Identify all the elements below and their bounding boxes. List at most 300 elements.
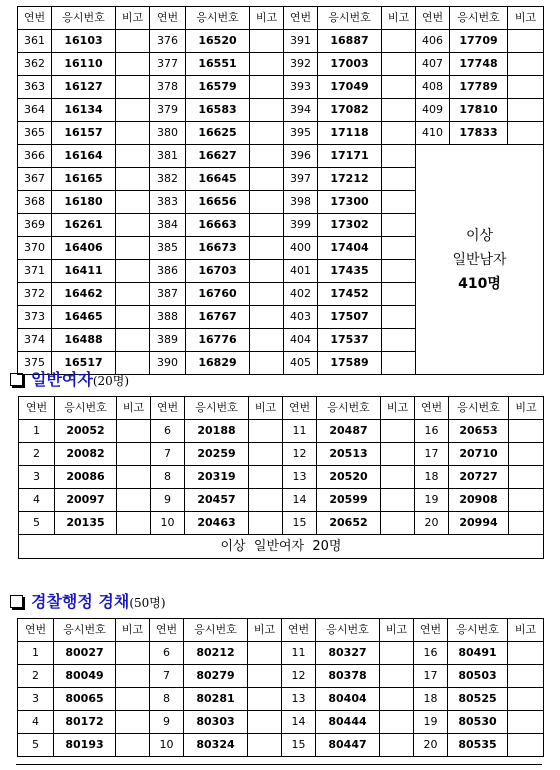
exam-number-cell: 17833	[450, 122, 508, 145]
exam-number-cell: 20653	[449, 420, 509, 443]
exam-number-cell: 17300	[318, 191, 382, 214]
seq-cell: 380	[150, 122, 186, 145]
seq-cell: 15	[283, 512, 317, 535]
remarks-cell	[116, 99, 150, 122]
exam-number-cell: 16462	[52, 283, 116, 306]
seq-cell: 392	[284, 53, 318, 76]
header-row	[19, 397, 544, 420]
seq-cell: 5	[18, 734, 54, 757]
exam-number-cell: 17049	[318, 76, 382, 99]
exam-number-cell: 80193	[54, 734, 116, 757]
remarks-cell	[248, 734, 282, 757]
header-seq: 연번	[416, 7, 450, 30]
remarks-cell	[381, 466, 415, 489]
general-male-table	[17, 6, 544, 375]
seq-cell: 391	[284, 30, 318, 53]
seq-cell: 397	[284, 168, 318, 191]
exam-number-cell: 20908	[449, 489, 509, 512]
header-seq: 연번	[151, 397, 185, 420]
header-exam-number: 응시번호	[52, 7, 116, 30]
section-title: 일반여자	[31, 370, 93, 389]
seq-cell: 5	[19, 512, 55, 535]
header-exam-number: 응시번호	[186, 7, 250, 30]
remarks-cell	[117, 489, 151, 512]
seq-cell: 389	[150, 329, 186, 352]
table-row	[18, 145, 544, 168]
remarks-cell	[117, 443, 151, 466]
seq-cell: 12	[283, 443, 317, 466]
seq-cell: 19	[414, 711, 448, 734]
exam-number-cell: 17709	[450, 30, 508, 53]
exam-number-cell: 80281	[184, 688, 248, 711]
remarks-cell	[508, 53, 544, 76]
exam-number-cell: 17435	[318, 260, 382, 283]
seq-cell: 409	[416, 99, 450, 122]
exam-number-cell: 17748	[450, 53, 508, 76]
remarks-cell	[249, 466, 283, 489]
exam-number-cell: 16776	[186, 329, 250, 352]
header-exam-number: 응시번호	[317, 397, 381, 420]
seq-cell: 7	[151, 443, 185, 466]
remarks-cell	[382, 260, 416, 283]
header-row	[18, 7, 544, 30]
table-row	[18, 76, 544, 99]
remarks-cell	[381, 420, 415, 443]
remarks-cell	[382, 352, 416, 375]
remarks-cell	[116, 734, 150, 757]
exam-number-cell: 16829	[186, 352, 250, 375]
seq-cell: 3	[19, 466, 55, 489]
exam-number-cell: 80065	[54, 688, 116, 711]
header-remarks: 비고	[116, 7, 150, 30]
exam-number-cell: 16663	[186, 214, 250, 237]
seq-cell: 4	[18, 711, 54, 734]
seq-cell: 365	[18, 122, 52, 145]
summary-cell	[416, 145, 544, 375]
remarks-cell	[249, 512, 283, 535]
remarks-cell	[116, 329, 150, 352]
exam-number-cell: 80172	[54, 711, 116, 734]
seq-cell: 14	[283, 489, 317, 512]
exam-number-cell: 20457	[185, 489, 249, 512]
remarks-cell	[116, 665, 150, 688]
section-count: (20명)	[92, 374, 130, 388]
remarks-cell	[382, 99, 416, 122]
header-seq: 연번	[284, 7, 318, 30]
seq-cell: 381	[150, 145, 186, 168]
remarks-cell	[250, 329, 284, 352]
table-row	[18, 642, 544, 665]
header-seq: 연번	[415, 397, 449, 420]
remarks-cell	[382, 306, 416, 329]
remarks-cell	[116, 237, 150, 260]
exam-number-cell: 20599	[317, 489, 381, 512]
exam-number-cell: 16673	[186, 237, 250, 260]
seq-cell: 363	[18, 76, 52, 99]
remarks-cell	[382, 30, 416, 53]
exam-number-cell: 16465	[52, 306, 116, 329]
exam-number-cell: 80027	[54, 642, 116, 665]
exam-number-cell: 80279	[184, 665, 248, 688]
exam-number-cell: 16180	[52, 191, 116, 214]
remarks-cell	[250, 30, 284, 53]
seq-cell: 8	[151, 466, 185, 489]
seq-cell: 7	[150, 665, 184, 688]
remarks-cell	[250, 352, 284, 375]
exam-number-cell: 80535	[448, 734, 508, 757]
remarks-cell	[382, 122, 416, 145]
remarks-cell	[382, 76, 416, 99]
seq-cell: 11	[282, 642, 316, 665]
exam-number-cell: 16645	[186, 168, 250, 191]
summary-line: 410명	[458, 275, 501, 292]
exam-number-cell: 80525	[448, 688, 508, 711]
header-row	[18, 619, 544, 642]
exam-number-cell: 16760	[186, 283, 250, 306]
section-heading-police-admin	[10, 589, 166, 612]
seq-cell: 10	[150, 734, 184, 757]
remarks-cell	[250, 214, 284, 237]
table-row	[18, 711, 544, 734]
header-exam-number: 응시번호	[318, 7, 382, 30]
general-female-table	[18, 396, 544, 559]
seq-cell: 370	[18, 237, 52, 260]
exam-number-cell: 16520	[186, 30, 250, 53]
remarks-cell	[250, 191, 284, 214]
summary-cell: 이상 일반여자 20명	[19, 535, 544, 559]
exam-number-cell: 16165	[52, 168, 116, 191]
seq-cell: 369	[18, 214, 52, 237]
seq-cell: 371	[18, 260, 52, 283]
remarks-cell	[116, 191, 150, 214]
seq-cell: 385	[150, 237, 186, 260]
exam-number-cell: 16411	[52, 260, 116, 283]
remarks-cell	[116, 30, 150, 53]
header-exam-number: 응시번호	[185, 397, 249, 420]
remarks-cell	[381, 512, 415, 535]
seq-cell: 378	[150, 76, 186, 99]
checkbox-square-icon	[10, 373, 23, 386]
exam-number-cell: 17302	[318, 214, 382, 237]
exam-number-cell: 16627	[186, 145, 250, 168]
remarks-cell	[509, 489, 544, 512]
header-remarks: 비고	[508, 7, 544, 30]
exam-number-cell: 80530	[448, 711, 508, 734]
section-heading-general-female	[10, 367, 129, 390]
exam-number-cell: 17537	[318, 329, 382, 352]
remarks-cell	[508, 30, 544, 53]
seq-cell: 2	[18, 665, 54, 688]
remarks-cell	[508, 711, 544, 734]
header-remarks: 비고	[380, 619, 414, 642]
table-row	[18, 122, 544, 145]
seq-cell: 17	[414, 665, 448, 688]
seq-cell: 374	[18, 329, 52, 352]
exam-number-cell: 16767	[186, 306, 250, 329]
seq-cell: 393	[284, 76, 318, 99]
seq-cell: 376	[150, 30, 186, 53]
exam-number-cell: 16887	[318, 30, 382, 53]
table-row	[18, 53, 544, 76]
remarks-cell	[117, 420, 151, 443]
table-row	[19, 443, 544, 466]
header-remarks: 비고	[117, 397, 151, 420]
seq-cell: 401	[284, 260, 318, 283]
remarks-cell	[117, 466, 151, 489]
exam-number-cell: 80324	[184, 734, 248, 757]
exam-number-cell: 16579	[186, 76, 250, 99]
exam-number-cell: 20463	[185, 512, 249, 535]
exam-number-cell: 20082	[55, 443, 117, 466]
exam-number-cell: 80491	[448, 642, 508, 665]
exam-number-cell: 16656	[186, 191, 250, 214]
exam-number-cell: 17789	[450, 76, 508, 99]
remarks-cell	[116, 168, 150, 191]
seq-cell: 403	[284, 306, 318, 329]
exam-number-cell: 80303	[184, 711, 248, 734]
remarks-cell	[116, 145, 150, 168]
remarks-cell	[116, 53, 150, 76]
exam-number-cell: 17082	[318, 99, 382, 122]
seq-cell: 388	[150, 306, 186, 329]
header-remarks: 비고	[250, 7, 284, 30]
remarks-cell	[248, 665, 282, 688]
exam-number-cell: 17452	[318, 283, 382, 306]
exam-number-cell: 17171	[318, 145, 382, 168]
seq-cell: 399	[284, 214, 318, 237]
exam-number-cell: 20994	[449, 512, 509, 535]
remarks-cell	[116, 306, 150, 329]
header-exam-number: 응시번호	[55, 397, 117, 420]
header-exam-number: 응시번호	[184, 619, 248, 642]
exam-number-cell: 80327	[316, 642, 380, 665]
remarks-cell	[382, 145, 416, 168]
header-remarks: 비고	[508, 619, 544, 642]
seq-cell: 367	[18, 168, 52, 191]
seq-cell: 2	[19, 443, 55, 466]
seq-cell: 17	[415, 443, 449, 466]
header-exam-number: 응시번호	[449, 397, 509, 420]
seq-cell: 362	[18, 53, 52, 76]
seq-cell: 19	[415, 489, 449, 512]
exam-number-cell: 80444	[316, 711, 380, 734]
table-row	[19, 466, 544, 489]
remarks-cell	[249, 443, 283, 466]
remarks-cell	[508, 734, 544, 757]
seq-cell: 375	[18, 352, 52, 375]
remarks-cell	[382, 329, 416, 352]
remarks-cell	[380, 665, 414, 688]
table-row	[19, 420, 544, 443]
remarks-cell	[380, 642, 414, 665]
exam-number-cell: 17507	[318, 306, 382, 329]
remarks-cell	[116, 260, 150, 283]
remarks-cell	[381, 443, 415, 466]
remarks-cell	[382, 283, 416, 306]
remarks-cell	[250, 145, 284, 168]
exam-number-cell: 16127	[52, 76, 116, 99]
seq-cell: 14	[282, 711, 316, 734]
exam-number-cell: 80447	[316, 734, 380, 757]
seq-cell: 410	[416, 122, 450, 145]
remarks-cell	[382, 53, 416, 76]
remarks-cell	[250, 76, 284, 99]
remarks-cell	[508, 99, 544, 122]
exam-number-cell: 17810	[450, 99, 508, 122]
seq-cell: 1	[19, 420, 55, 443]
remarks-cell	[250, 260, 284, 283]
seq-cell: 10	[151, 512, 185, 535]
seq-cell: 20	[414, 734, 448, 757]
seq-cell: 13	[282, 688, 316, 711]
seq-cell: 372	[18, 283, 52, 306]
remarks-cell	[382, 191, 416, 214]
header-remarks: 비고	[249, 397, 283, 420]
police-admin-table	[17, 618, 544, 757]
remarks-cell	[249, 489, 283, 512]
exam-number-cell: 20097	[55, 489, 117, 512]
exam-number-cell: 17118	[318, 122, 382, 145]
seq-cell: 11	[283, 420, 317, 443]
seq-cell: 15	[282, 734, 316, 757]
summary-row	[19, 535, 544, 559]
seq-cell: 398	[284, 191, 318, 214]
exam-number-cell: 16134	[52, 99, 116, 122]
header-exam-number: 응시번호	[450, 7, 508, 30]
table-row	[19, 489, 544, 512]
header-seq: 연번	[150, 619, 184, 642]
remarks-cell	[116, 688, 150, 711]
remarks-cell	[116, 122, 150, 145]
remarks-cell	[250, 237, 284, 260]
seq-cell: 373	[18, 306, 52, 329]
remarks-cell	[116, 214, 150, 237]
seq-cell: 405	[284, 352, 318, 375]
exam-number-cell: 80503	[448, 665, 508, 688]
seq-cell: 18	[414, 688, 448, 711]
header-remarks: 비고	[248, 619, 282, 642]
table-row	[18, 734, 544, 757]
table-row	[18, 665, 544, 688]
seq-cell: 407	[416, 53, 450, 76]
exam-number-cell: 16406	[52, 237, 116, 260]
seq-cell: 6	[150, 642, 184, 665]
exam-number-cell: 16625	[186, 122, 250, 145]
header-seq: 연번	[19, 397, 55, 420]
seq-cell: 395	[284, 122, 318, 145]
remarks-cell	[380, 688, 414, 711]
seq-cell: 382	[150, 168, 186, 191]
seq-cell: 18	[415, 466, 449, 489]
seq-cell: 16	[415, 420, 449, 443]
exam-number-cell: 17404	[318, 237, 382, 260]
seq-cell: 6	[151, 420, 185, 443]
seq-cell: 394	[284, 99, 318, 122]
header-seq: 연번	[283, 397, 317, 420]
seq-cell: 396	[284, 145, 318, 168]
seq-cell: 361	[18, 30, 52, 53]
header-remarks: 비고	[116, 619, 150, 642]
remarks-cell	[250, 99, 284, 122]
exam-number-cell: 20319	[185, 466, 249, 489]
exam-number-cell: 17212	[318, 168, 382, 191]
remarks-cell	[508, 665, 544, 688]
exam-number-cell: 20052	[55, 420, 117, 443]
header-remarks: 비고	[509, 397, 544, 420]
exam-number-cell: 80049	[54, 665, 116, 688]
summary-line: 일반남자	[452, 251, 507, 268]
remarks-cell	[382, 237, 416, 260]
remarks-cell	[250, 53, 284, 76]
exam-number-cell: 80378	[316, 665, 380, 688]
seq-cell: 384	[150, 214, 186, 237]
exam-number-cell: 20259	[185, 443, 249, 466]
header-seq: 연번	[18, 7, 52, 30]
exam-number-cell: 20727	[449, 466, 509, 489]
remarks-cell	[250, 168, 284, 191]
seq-cell: 368	[18, 191, 52, 214]
section-title: 경찰행정 경채	[31, 592, 130, 611]
exam-number-cell: 20188	[185, 420, 249, 443]
seq-cell: 4	[19, 489, 55, 512]
page-divider	[16, 764, 542, 765]
remarks-cell	[381, 489, 415, 512]
exam-number-cell: 16261	[52, 214, 116, 237]
seq-cell: 379	[150, 99, 186, 122]
table-row	[18, 99, 544, 122]
remarks-cell	[248, 688, 282, 711]
seq-cell: 9	[151, 489, 185, 512]
table-row	[18, 30, 544, 53]
header-seq: 연번	[282, 619, 316, 642]
seq-cell: 3	[18, 688, 54, 711]
remarks-cell	[380, 711, 414, 734]
header-exam-number: 응시번호	[316, 619, 380, 642]
exam-number-cell: 20652	[317, 512, 381, 535]
remarks-cell	[509, 466, 544, 489]
seq-cell: 400	[284, 237, 318, 260]
exam-number-cell: 16583	[186, 99, 250, 122]
header-remarks: 비고	[382, 7, 416, 30]
seq-cell: 364	[18, 99, 52, 122]
exam-number-cell: 80404	[316, 688, 380, 711]
seq-cell: 1	[18, 642, 54, 665]
seq-cell: 406	[416, 30, 450, 53]
remarks-cell	[250, 122, 284, 145]
seq-cell: 16	[414, 642, 448, 665]
exam-number-cell: 16103	[52, 30, 116, 53]
seq-cell: 20	[415, 512, 449, 535]
remarks-cell	[117, 512, 151, 535]
seq-cell: 404	[284, 329, 318, 352]
seq-cell: 387	[150, 283, 186, 306]
seq-cell: 9	[150, 711, 184, 734]
exam-number-cell: 17589	[318, 352, 382, 375]
header-seq: 연번	[150, 7, 186, 30]
remarks-cell	[250, 283, 284, 306]
seq-cell: 383	[150, 191, 186, 214]
remarks-cell	[116, 711, 150, 734]
remarks-cell	[382, 168, 416, 191]
seq-cell: 377	[150, 53, 186, 76]
exam-number-cell: 16517	[52, 352, 116, 375]
remarks-cell	[248, 642, 282, 665]
seq-cell: 402	[284, 283, 318, 306]
seq-cell: 390	[150, 352, 186, 375]
remarks-cell	[509, 443, 544, 466]
summary-line: 이상	[465, 227, 494, 244]
remarks-cell	[508, 76, 544, 99]
